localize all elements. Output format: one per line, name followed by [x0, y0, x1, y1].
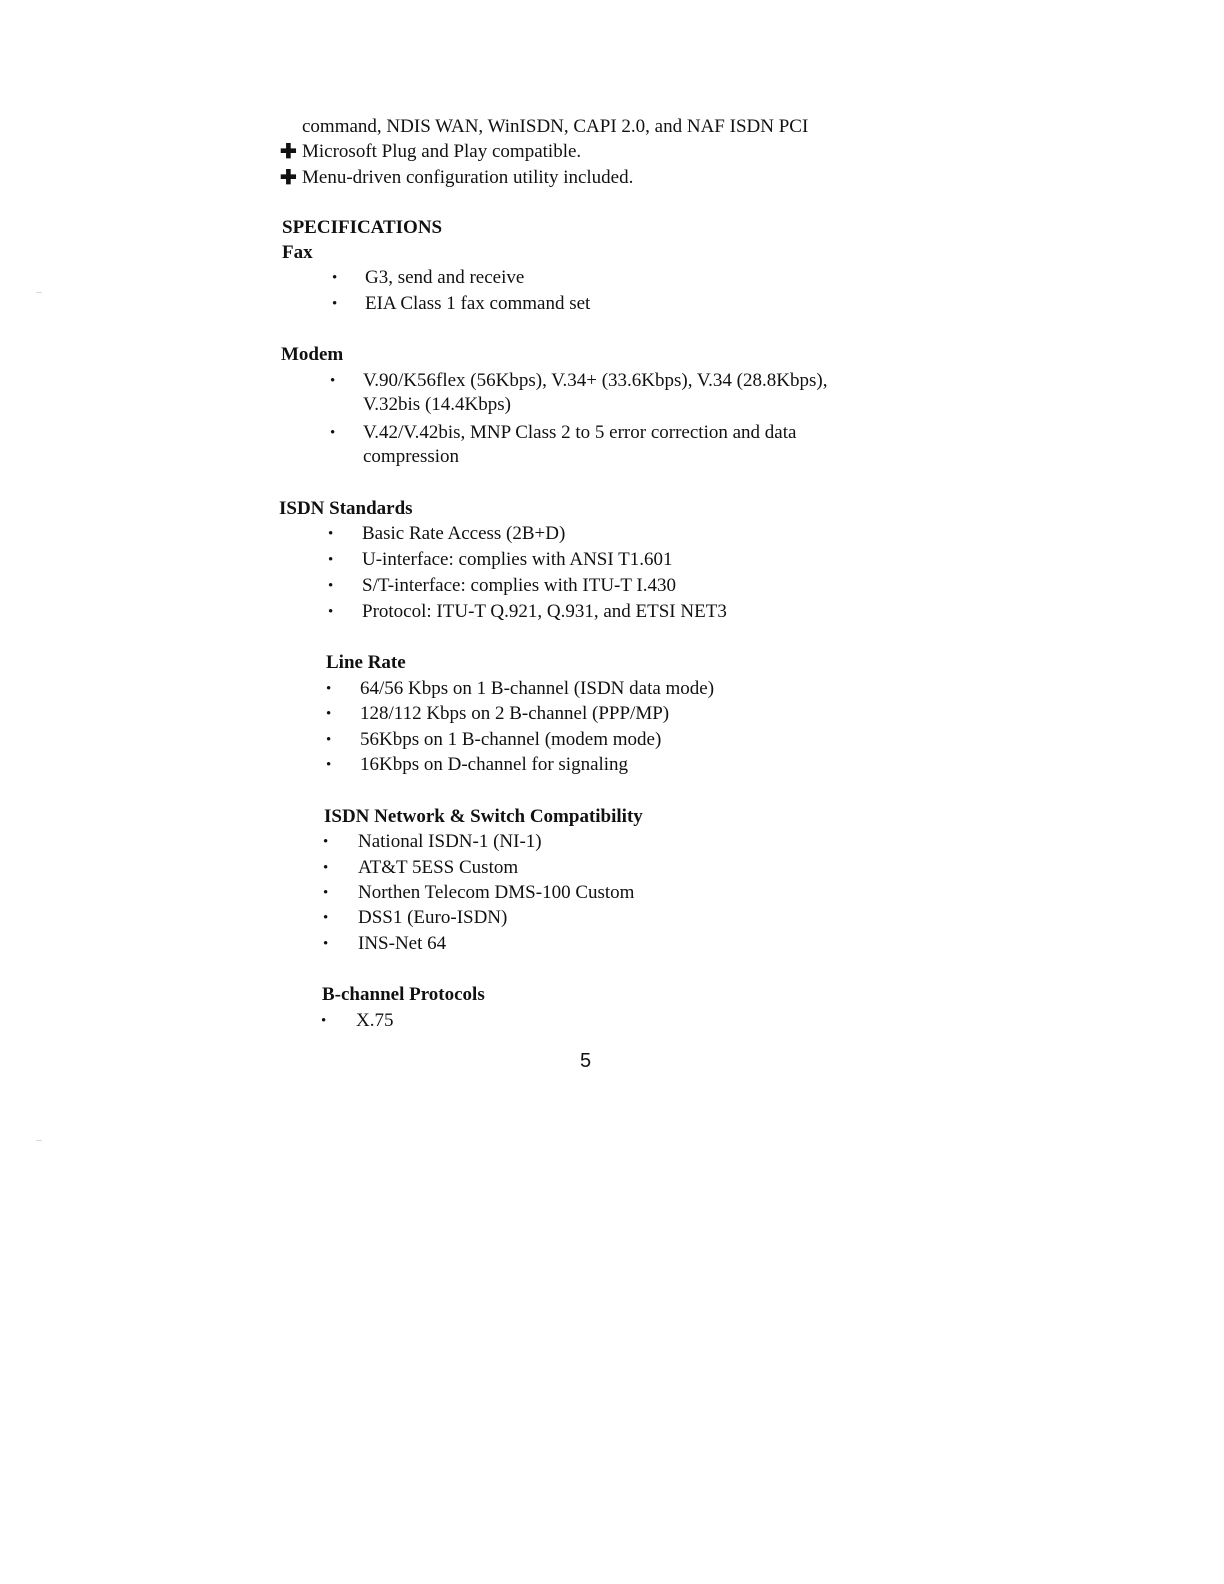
- switch-compat-item: Northen Telecom DMS-100 Custom: [358, 882, 635, 903]
- switch-compat-item: National ISDN-1 (NI-1): [358, 831, 542, 852]
- line-rate-item: 16Kbps on D-channel for signaling: [360, 754, 629, 775]
- bullet-icon: •: [321, 1013, 327, 1029]
- bullet-icon: •: [328, 552, 334, 568]
- intro-continuation: command, NDIS WAN, WinISDN, CAPI 2.0, and NAF ISDN PCI: [302, 116, 809, 137]
- bullet-icon: •: [323, 860, 329, 876]
- modem-item-line: compression: [363, 446, 460, 467]
- specifications-title: SPECIFICATIONS: [282, 217, 443, 238]
- fax-item: EIA Class 1 fax command set: [365, 293, 591, 314]
- bullet-icon: •: [323, 910, 329, 926]
- bullet-icon: •: [323, 936, 329, 952]
- isdn-standards-heading: ISDN Standards: [279, 498, 413, 519]
- modem-heading: Modem: [281, 344, 344, 365]
- page-number: 5: [580, 1050, 592, 1072]
- bullet-icon: •: [326, 706, 332, 722]
- modem-item-line: V.32bis (14.4Kbps): [363, 394, 511, 415]
- line-rate-item: 64/56 Kbps on 1 B-channel (ISDN data mode): [360, 678, 715, 699]
- bullet-icon: •: [332, 270, 338, 286]
- fax-heading: Fax: [282, 242, 313, 263]
- scan-speck: [36, 1140, 42, 1141]
- bullet-icon: •: [328, 578, 334, 594]
- plus-bullet-icon: ✚: [280, 167, 297, 189]
- line-rate-heading: Line Rate: [326, 652, 406, 673]
- modem-item-line: V.90/K56flex (56Kbps), V.34+ (33.6Kbps), V.34 (28.8Kbps),: [363, 370, 828, 391]
- bullet-icon: •: [330, 373, 336, 389]
- bullet-icon: •: [328, 526, 334, 542]
- bullet-icon: •: [326, 757, 332, 773]
- bullet-icon: •: [332, 296, 338, 312]
- bullet-icon: •: [326, 732, 332, 748]
- switch-compat-item: AT&T 5ESS Custom: [358, 857, 519, 878]
- line-rate-item: 128/112 Kbps on 2 B-channel (PPP/MP): [360, 703, 670, 724]
- bchannel-heading: B-channel Protocols: [322, 984, 485, 1005]
- bullet-icon: •: [328, 604, 334, 620]
- isdn-standards-item: S/T-interface: complies with ITU-T I.430: [362, 575, 676, 596]
- feature-item: Menu-driven configuration utility included.: [302, 167, 634, 188]
- bullet-icon: •: [323, 834, 329, 850]
- line-rate-item: 56Kbps on 1 B-channel (modem mode): [360, 729, 662, 750]
- modem-item-line: V.42/V.42bis, MNP Class 2 to 5 error correction and data: [363, 422, 797, 443]
- scan-speck: [36, 292, 42, 293]
- switch-compat-heading: ISDN Network & Switch Compatibility: [324, 806, 643, 827]
- bullet-icon: •: [326, 681, 332, 697]
- switch-compat-item: INS-Net 64: [358, 933, 447, 954]
- isdn-standards-item: Protocol: ITU-T Q.921, Q.931, and ETSI NET3: [362, 601, 727, 622]
- bchannel-item: X.75: [356, 1010, 394, 1031]
- switch-compat-item: DSS1 (Euro-ISDN): [358, 907, 508, 928]
- isdn-standards-item: Basic Rate Access (2B+D): [362, 523, 566, 544]
- plus-bullet-icon: ✚: [280, 141, 297, 163]
- bullet-icon: •: [330, 425, 336, 441]
- fax-item: G3, send and receive: [365, 267, 525, 288]
- bullet-icon: •: [323, 885, 329, 901]
- isdn-standards-item: U-interface: complies with ANSI T1.601: [362, 549, 673, 570]
- feature-item: Microsoft Plug and Play compatible.: [302, 141, 582, 162]
